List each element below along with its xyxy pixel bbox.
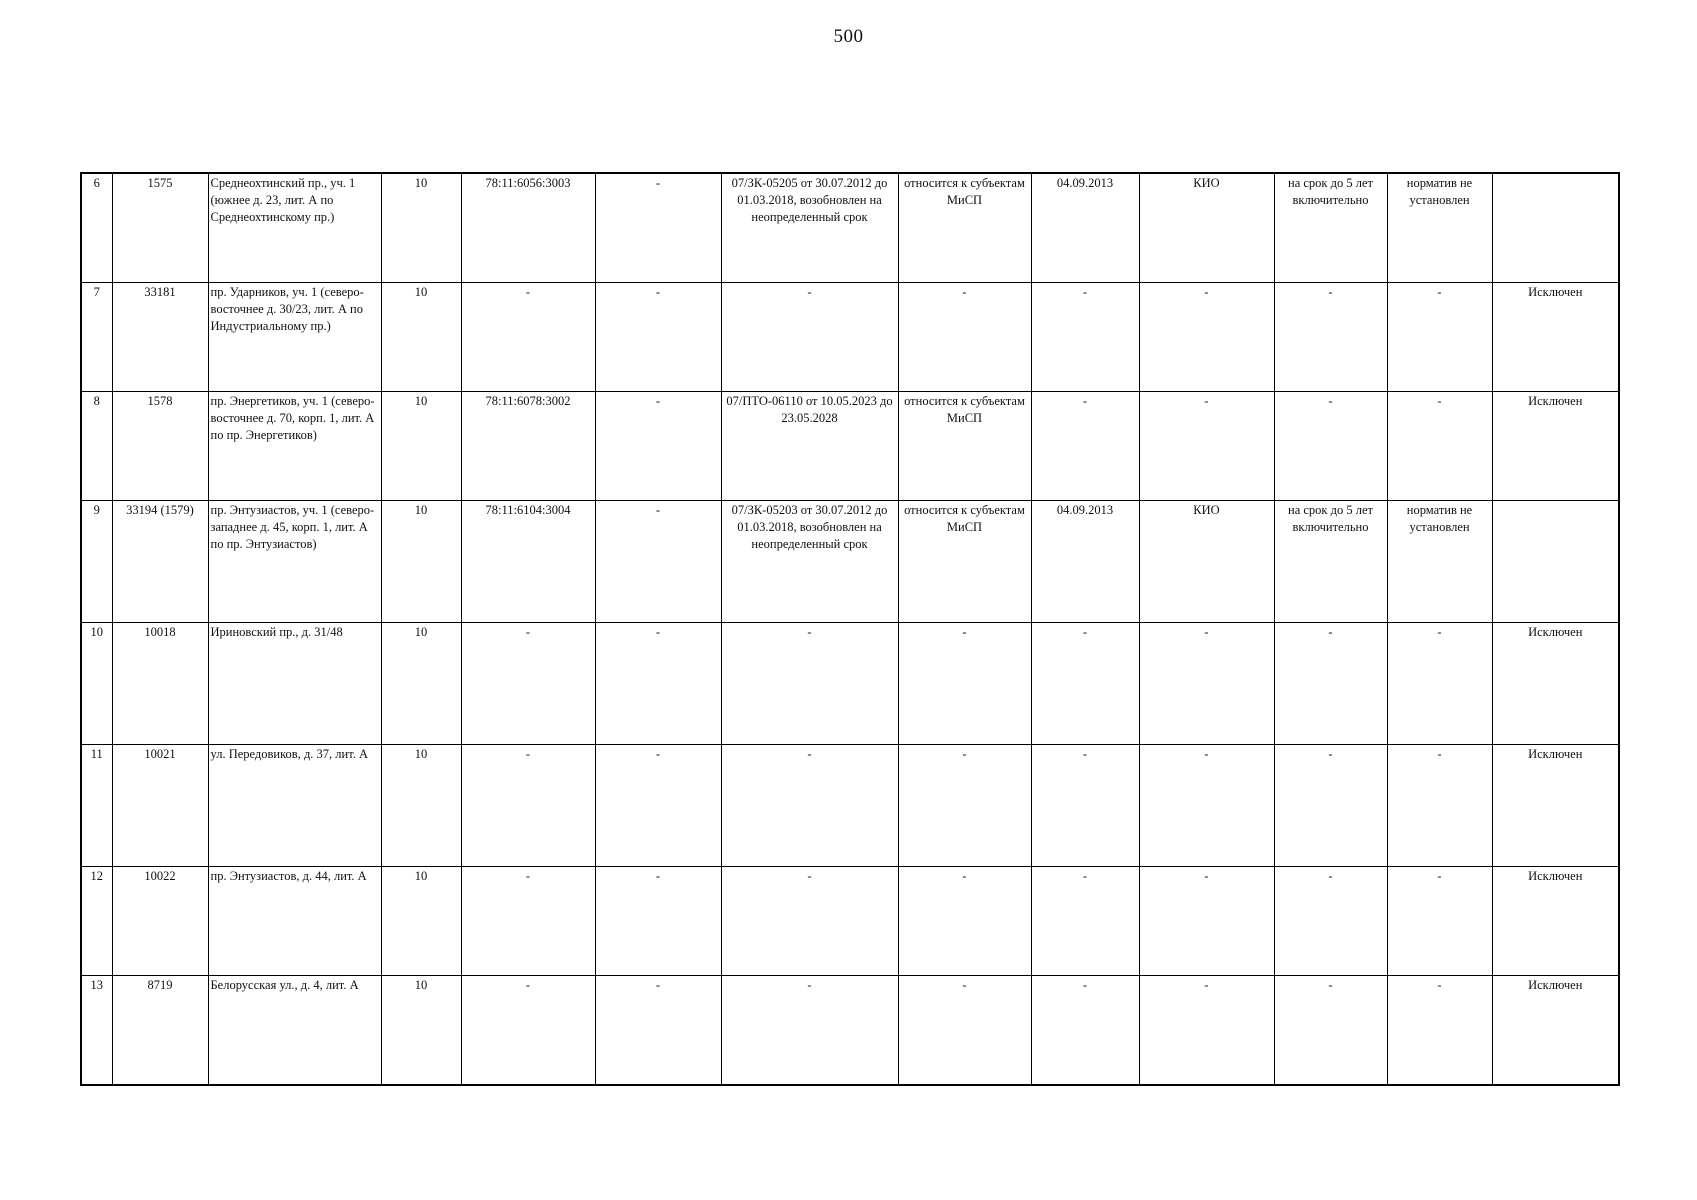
object-code-cell: 33194 (1579) [112, 501, 208, 623]
dash-cell: - [595, 623, 721, 745]
dash-cell: - [595, 501, 721, 623]
norm-cell: - [1387, 392, 1492, 501]
authority-cell: - [1139, 867, 1274, 976]
contract-cell: - [721, 745, 898, 867]
area-cell: 10 [381, 392, 461, 501]
table-row [81, 283, 1619, 392]
smsp-status-cell: - [898, 283, 1031, 392]
contract-cell: - [721, 623, 898, 745]
term-cell: - [1274, 283, 1387, 392]
term-cell: - [1274, 392, 1387, 501]
authority-cell: - [1139, 745, 1274, 867]
address-cell: пр. Энтузиастов, д. 44, лит. А [208, 867, 381, 976]
table-row [81, 392, 1619, 501]
term-cell: - [1274, 976, 1387, 1086]
contract-cell: 07/ЗК-05205 от 30.07.2012 до 01.03.2018, возобновлен на неопределенный срок [721, 173, 898, 283]
cadastral-number-cell: - [461, 623, 595, 745]
area-cell: 10 [381, 976, 461, 1086]
dash-cell: - [595, 283, 721, 392]
norm-cell: норматив не установлен [1387, 173, 1492, 283]
smsp-status-cell: - [898, 623, 1031, 745]
exclusion-status-cell: Исключен [1492, 867, 1619, 976]
authority-cell: КИО [1139, 501, 1274, 623]
row-number-cell: 13 [81, 976, 112, 1086]
area-cell: 10 [381, 283, 461, 392]
object-code-cell: 10022 [112, 867, 208, 976]
authority-cell: КИО [1139, 173, 1274, 283]
address-cell: Белорусская ул., д. 4, лит. А [208, 976, 381, 1086]
exclusion-status-cell: Исключен [1492, 976, 1619, 1086]
object-code-cell: 1575 [112, 173, 208, 283]
address-cell: пр. Энтузиастов, уч. 1 (северо-западнее д. 45, корп. 1, лит. А по пр. Энтузиастов) [208, 501, 381, 623]
date-cell: - [1031, 867, 1139, 976]
norm-cell: - [1387, 623, 1492, 745]
authority-cell: - [1139, 623, 1274, 745]
cadastral-number-cell: - [461, 867, 595, 976]
object-code-cell: 10018 [112, 623, 208, 745]
date-cell: - [1031, 392, 1139, 501]
contract-cell: - [721, 283, 898, 392]
dash-cell: - [595, 392, 721, 501]
dash-cell: - [595, 867, 721, 976]
cadastral-number-cell: 78:11:6056:3003 [461, 173, 595, 283]
date-cell: - [1031, 745, 1139, 867]
term-cell: - [1274, 867, 1387, 976]
table-row [81, 623, 1619, 745]
smsp-status-cell: относится к субъектам МиСП [898, 173, 1031, 283]
row-number-cell: 11 [81, 745, 112, 867]
authority-cell: - [1139, 392, 1274, 501]
address-cell: ул. Передовиков, д. 37, лит. А [208, 745, 381, 867]
exclusion-status-cell: Исключен [1492, 283, 1619, 392]
exclusion-status-cell [1492, 173, 1619, 283]
date-cell: - [1031, 623, 1139, 745]
contract-cell: - [721, 867, 898, 976]
smsp-status-cell: относится к субъектам МиСП [898, 501, 1031, 623]
contract-cell: 07/ЗК-05203 от 30.07.2012 до 01.03.2018, возобновлен на неопределенный срок [721, 501, 898, 623]
contract-cell: 07/ПТО-06110 от 10.05.2023 до 23.05.2028 [721, 392, 898, 501]
cadastral-number-cell: 78:11:6104:3004 [461, 501, 595, 623]
dash-cell: - [595, 976, 721, 1086]
norm-cell: - [1387, 867, 1492, 976]
row-number-cell: 10 [81, 623, 112, 745]
smsp-status-cell: - [898, 745, 1031, 867]
term-cell: на срок до 5 лет включительно [1274, 173, 1387, 283]
area-cell: 10 [381, 173, 461, 283]
date-cell: - [1031, 283, 1139, 392]
table-row [81, 867, 1619, 976]
cadastral-number-cell: - [461, 976, 595, 1086]
authority-cell: - [1139, 283, 1274, 392]
area-cell: 10 [381, 623, 461, 745]
table-row [81, 501, 1619, 623]
norm-cell: норматив не установлен [1387, 501, 1492, 623]
address-cell: пр. Ударников, уч. 1 (северо-восточнее д. 30/23, лит. А по Индустриальному пр.) [208, 283, 381, 392]
object-code-cell: 8719 [112, 976, 208, 1086]
term-cell: - [1274, 745, 1387, 867]
table-row [81, 745, 1619, 867]
object-code-cell: 33181 [112, 283, 208, 392]
area-cell: 10 [381, 501, 461, 623]
contract-cell: - [721, 976, 898, 1086]
smsp-status-cell: - [898, 867, 1031, 976]
exclusion-status-cell [1492, 501, 1619, 623]
row-number-cell: 12 [81, 867, 112, 976]
date-cell: - [1031, 976, 1139, 1086]
dash-cell: - [595, 173, 721, 283]
date-cell: 04.09.2013 [1031, 173, 1139, 283]
cadastral-number-cell: - [461, 283, 595, 392]
address-cell: Среднеохтинский пр., уч. 1 (южнее д. 23, лит. А по Среднеохтинскому пр.) [208, 173, 381, 283]
object-code-cell: 10021 [112, 745, 208, 867]
norm-cell: - [1387, 976, 1492, 1086]
cadastral-number-cell: - [461, 745, 595, 867]
row-number-cell: 8 [81, 392, 112, 501]
date-cell: 04.09.2013 [1031, 501, 1139, 623]
area-cell: 10 [381, 745, 461, 867]
smsp-status-cell: относится к субъектам МиСП [898, 392, 1031, 501]
table-row [81, 976, 1619, 1086]
registry-table [80, 172, 1620, 1086]
page-number: 500 [833, 26, 864, 47]
dash-cell: - [595, 745, 721, 867]
authority-cell: - [1139, 976, 1274, 1086]
term-cell: - [1274, 623, 1387, 745]
object-code-cell: 1578 [112, 392, 208, 501]
row-number-cell: 9 [81, 501, 112, 623]
row-number-cell: 6 [81, 173, 112, 283]
norm-cell: - [1387, 283, 1492, 392]
term-cell: на срок до 5 лет включительно [1274, 501, 1387, 623]
exclusion-status-cell: Исключен [1492, 623, 1619, 745]
table-row [81, 173, 1619, 283]
area-cell: 10 [381, 867, 461, 976]
row-number-cell: 7 [81, 283, 112, 392]
cadastral-number-cell: 78:11:6078:3002 [461, 392, 595, 501]
norm-cell: - [1387, 745, 1492, 867]
exclusion-status-cell: Исключен [1492, 745, 1619, 867]
address-cell: пр. Энергетиков, уч. 1 (северо-восточнее д. 70, корп. 1, лит. А по пр. Энергетиков) [208, 392, 381, 501]
smsp-status-cell: - [898, 976, 1031, 1086]
exclusion-status-cell: Исключен [1492, 392, 1619, 501]
address-cell: Ириновский пр., д. 31/48 [208, 623, 381, 745]
